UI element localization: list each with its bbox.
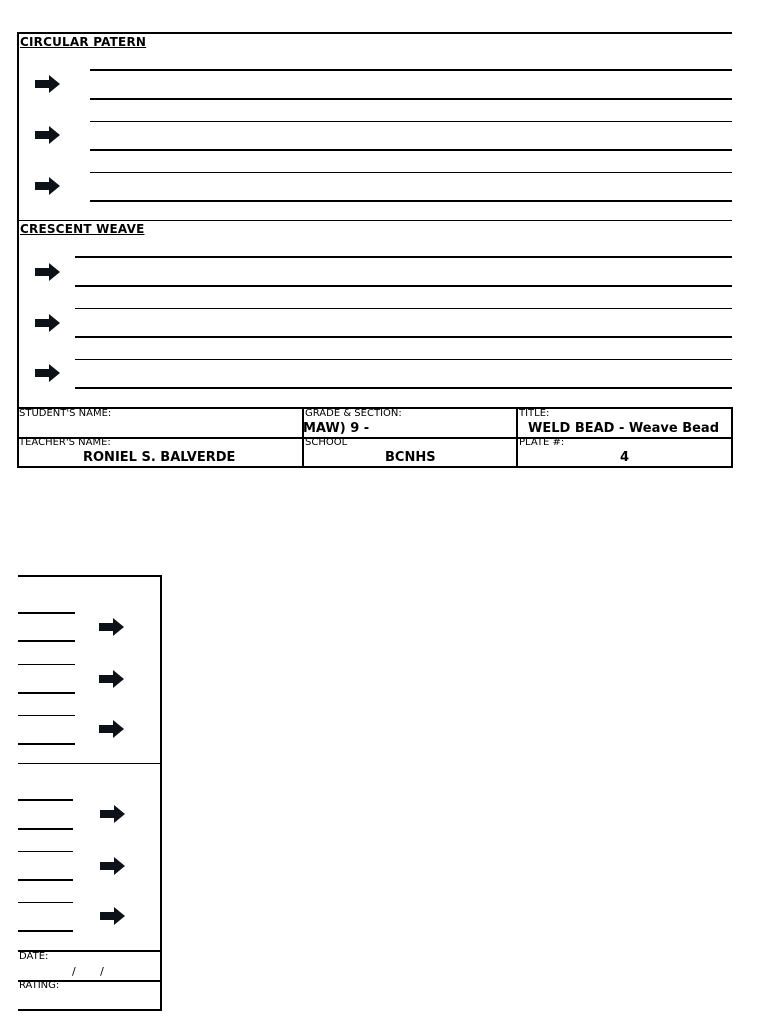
right-arrow-icon <box>35 262 61 282</box>
right-arrow-icon <box>100 856 126 876</box>
title-label: TITLE: <box>519 408 550 419</box>
circular-pattern-title: CIRCULAR PATERN <box>20 35 147 49</box>
right-arrow-icon <box>99 617 125 637</box>
side-line-1a <box>18 612 75 614</box>
right-arrow-icon <box>99 719 125 739</box>
side-line-3a <box>18 715 75 716</box>
right-arrow-icon <box>35 313 61 333</box>
student-name-label: STUDENT'S NAME: <box>19 408 112 419</box>
side-line-6b <box>18 930 73 932</box>
side-right-border <box>160 575 162 1011</box>
side-strip <box>0 560 200 1020</box>
right-arrow-icon <box>35 363 61 383</box>
grade-section-label: GRADE & SECTION: <box>305 408 402 419</box>
right-arrow-icon <box>100 906 126 926</box>
plate-value: 4 <box>620 450 630 465</box>
circular-line-2b <box>90 149 732 151</box>
crescent-line-1a <box>75 256 732 258</box>
side-top-border <box>18 575 162 577</box>
right-arrow-icon <box>99 669 125 689</box>
crescent-weave-title: CRESCENT WEAVE <box>20 222 145 236</box>
info-table-right <box>731 407 733 468</box>
info-table-bottom <box>17 466 733 468</box>
section-divider <box>18 220 732 221</box>
school-value: BCNHS <box>385 450 436 465</box>
school-label: SCHOOL <box>305 437 348 448</box>
teacher-name-value: RONIEL S. BALVERDE <box>83 450 236 465</box>
top-plate <box>0 0 768 480</box>
right-arrow-icon <box>35 176 61 196</box>
top-border <box>18 32 732 34</box>
side-line-3b <box>18 743 75 745</box>
circular-line-3b <box>90 200 732 202</box>
title-value: WELD BEAD - Weave Bead <box>528 421 719 436</box>
date-value: / / <box>72 965 104 978</box>
side-bottom-border <box>18 1009 162 1011</box>
crescent-line-3b <box>75 387 732 389</box>
side-line-5b <box>18 879 73 881</box>
side-line-5a <box>18 851 73 852</box>
side-line-4a <box>18 799 73 801</box>
side-line-4b <box>18 828 73 830</box>
grade-section-value: MAW) 9 - <box>303 421 370 436</box>
left-border <box>17 32 19 468</box>
side-line-6a <box>18 902 73 903</box>
info-table-middle <box>17 437 733 439</box>
right-arrow-icon <box>100 804 126 824</box>
crescent-line-2a <box>75 308 732 309</box>
teacher-name-label: TEACHER'S NAME: <box>19 437 111 448</box>
circular-line-3a <box>90 172 732 173</box>
right-arrow-icon <box>35 125 61 145</box>
circular-line-2a <box>90 121 732 122</box>
side-divider <box>18 763 162 764</box>
side-line-2a <box>18 664 75 665</box>
crescent-line-2b <box>75 336 732 338</box>
right-arrow-icon <box>35 74 61 94</box>
circular-line-1a <box>90 69 732 71</box>
circular-line-1b <box>90 98 732 100</box>
date-label: DATE: <box>19 951 49 962</box>
crescent-line-3a <box>75 359 732 360</box>
side-line-1b <box>18 640 75 642</box>
plate-label: PLATE #: <box>519 437 565 448</box>
info-table-col-1 <box>302 407 304 468</box>
side-line-2b <box>18 692 75 694</box>
crescent-line-1b <box>75 285 732 287</box>
info-table-col-2 <box>516 407 518 468</box>
rating-label: RATING: <box>19 980 60 991</box>
